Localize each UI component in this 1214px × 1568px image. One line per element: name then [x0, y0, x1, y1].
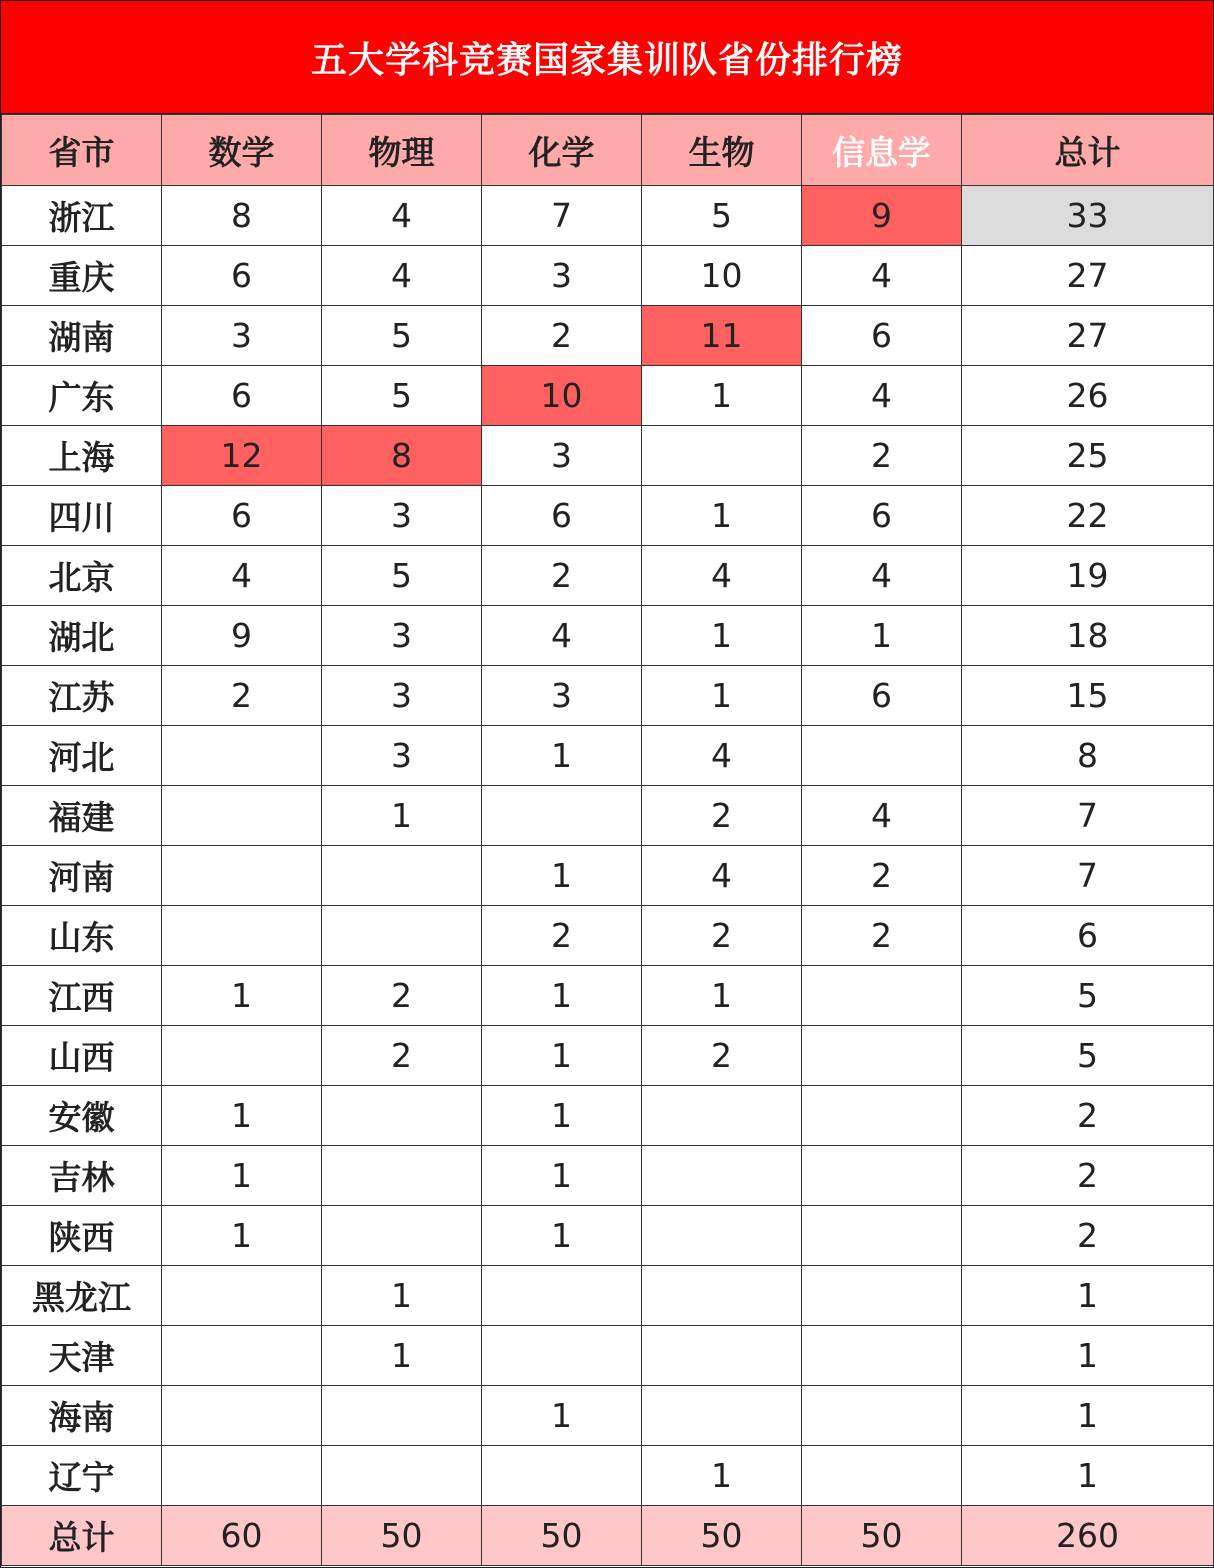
chemistry-cell: 1 [482, 1206, 642, 1266]
physics-cell [322, 1206, 482, 1266]
math-cell: 6 [162, 366, 322, 426]
informatics-cell [802, 1026, 962, 1086]
table-row [2, 306, 1214, 366]
physics-cell [322, 906, 482, 966]
chemistry-cell: 3 [482, 426, 642, 486]
province-cell: 上海 [2, 426, 162, 486]
province-cell: 福建 [2, 786, 162, 846]
biology-cell [642, 1086, 802, 1146]
total-cell: 5 [962, 966, 1214, 1026]
math-cell: 1 [162, 966, 322, 1026]
header-biology: 生物 [642, 115, 802, 186]
chemistry-cell: 7 [482, 186, 642, 246]
informatics-cell: 1 [802, 606, 962, 666]
chemistry-cell: 2 [482, 546, 642, 606]
table-row [2, 606, 1214, 666]
table-row [2, 186, 1214, 246]
table-row [2, 486, 1214, 546]
physics-cell [322, 1386, 482, 1446]
total-grand: 260 [962, 1506, 1214, 1566]
informatics-cell [802, 1446, 962, 1506]
total-cell: 1 [962, 1446, 1214, 1506]
total-cell: 22 [962, 486, 1214, 546]
physics-cell: 8 [322, 426, 482, 486]
physics-cell: 5 [322, 366, 482, 426]
biology-cell [642, 426, 802, 486]
chemistry-cell: 1 [482, 1026, 642, 1086]
table-row [2, 1026, 1214, 1086]
province-cell: 河北 [2, 726, 162, 786]
informatics-cell: 2 [802, 846, 962, 906]
total-cell: 1 [962, 1326, 1214, 1386]
chemistry-cell: 3 [482, 666, 642, 726]
total-cell: 7 [962, 846, 1214, 906]
biology-cell [642, 1386, 802, 1446]
total-math: 60 [162, 1506, 322, 1566]
table-row [2, 1206, 1214, 1266]
province-cell: 天津 [2, 1326, 162, 1386]
math-cell: 3 [162, 306, 322, 366]
math-cell: 1 [162, 1206, 322, 1266]
biology-cell [642, 1206, 802, 1266]
total-cell: 1 [962, 1266, 1214, 1326]
total-cell: 26 [962, 366, 1214, 426]
math-cell: 6 [162, 486, 322, 546]
chemistry-cell: 4 [482, 606, 642, 666]
math-cell: 4 [162, 546, 322, 606]
province-cell: 江西 [2, 966, 162, 1026]
math-cell [162, 1386, 322, 1446]
total-cell: 2 [962, 1206, 1214, 1266]
header-informatics: 信息学 [802, 115, 962, 186]
math-cell [162, 846, 322, 906]
total-cell: 8 [962, 726, 1214, 786]
math-cell [162, 1026, 322, 1086]
biology-cell: 10 [642, 246, 802, 306]
biology-cell: 4 [642, 846, 802, 906]
math-cell [162, 786, 322, 846]
biology-cell: 2 [642, 1026, 802, 1086]
table-row [2, 966, 1214, 1026]
physics-cell: 3 [322, 486, 482, 546]
table-body [2, 186, 1214, 1506]
biology-cell: 2 [642, 906, 802, 966]
chemistry-cell [482, 1326, 642, 1386]
province-cell: 辽宁 [2, 1446, 162, 1506]
physics-cell: 1 [322, 1326, 482, 1386]
total-informatics: 50 [802, 1506, 962, 1566]
total-row [2, 1506, 1214, 1566]
physics-cell: 5 [322, 546, 482, 606]
biology-cell: 1 [642, 666, 802, 726]
table-row [2, 426, 1214, 486]
table-row [2, 726, 1214, 786]
table-row [2, 786, 1214, 846]
math-cell [162, 1326, 322, 1386]
province-cell: 陕西 [2, 1206, 162, 1266]
math-cell [162, 1266, 322, 1326]
total-cell: 7 [962, 786, 1214, 846]
biology-cell [642, 1266, 802, 1326]
informatics-cell: 4 [802, 546, 962, 606]
total-cell: 27 [962, 246, 1214, 306]
header-physics: 物理 [322, 115, 482, 186]
total-cell: 2 [962, 1086, 1214, 1146]
table-row [2, 1146, 1214, 1206]
physics-cell [322, 1086, 482, 1146]
total-cell: 27 [962, 306, 1214, 366]
math-cell: 1 [162, 1146, 322, 1206]
biology-cell: 1 [642, 606, 802, 666]
informatics-cell: 4 [802, 246, 962, 306]
province-cell: 湖北 [2, 606, 162, 666]
page-title: 五大学科竞赛国家集训队省份排行榜 [1, 1, 1213, 114]
chemistry-cell [482, 1266, 642, 1326]
physics-cell: 3 [322, 606, 482, 666]
header-row [2, 115, 1214, 186]
total-cell: 2 [962, 1146, 1214, 1206]
biology-cell: 5 [642, 186, 802, 246]
total-biology: 50 [642, 1506, 802, 1566]
biology-cell: 1 [642, 966, 802, 1026]
chemistry-cell: 1 [482, 846, 642, 906]
physics-cell: 3 [322, 666, 482, 726]
informatics-cell: 6 [802, 306, 962, 366]
informatics-cell [802, 1146, 962, 1206]
math-cell [162, 906, 322, 966]
total-chemistry: 50 [482, 1506, 642, 1566]
header-total: 总计 [962, 115, 1214, 186]
header-province: 省市 [2, 115, 162, 186]
physics-cell: 1 [322, 786, 482, 846]
informatics-cell [802, 1086, 962, 1146]
chemistry-cell: 1 [482, 1386, 642, 1446]
total-label: 总计 [2, 1506, 162, 1566]
math-cell: 9 [162, 606, 322, 666]
physics-cell: 2 [322, 966, 482, 1026]
math-cell: 6 [162, 246, 322, 306]
header-chemistry: 化学 [482, 115, 642, 186]
informatics-cell: 4 [802, 366, 962, 426]
table-row [2, 1326, 1214, 1386]
biology-cell: 4 [642, 546, 802, 606]
province-cell: 浙江 [2, 186, 162, 246]
total-cell: 5 [962, 1026, 1214, 1086]
biology-cell: 4 [642, 726, 802, 786]
chemistry-cell: 6 [482, 486, 642, 546]
biology-cell: 11 [642, 306, 802, 366]
table-row [2, 1266, 1214, 1326]
informatics-cell: 2 [802, 426, 962, 486]
ranking-table [1, 114, 1214, 1566]
physics-cell: 4 [322, 186, 482, 246]
physics-cell: 3 [322, 726, 482, 786]
total-cell: 6 [962, 906, 1214, 966]
total-physics: 50 [322, 1506, 482, 1566]
informatics-cell: 6 [802, 486, 962, 546]
chemistry-cell: 1 [482, 1086, 642, 1146]
province-cell: 安徽 [2, 1086, 162, 1146]
informatics-cell: 6 [802, 666, 962, 726]
math-cell: 2 [162, 666, 322, 726]
physics-cell: 4 [322, 246, 482, 306]
informatics-cell [802, 726, 962, 786]
math-cell: 12 [162, 426, 322, 486]
province-cell: 河南 [2, 846, 162, 906]
total-cell: 18 [962, 606, 1214, 666]
chemistry-cell: 1 [482, 966, 642, 1026]
chemistry-cell [482, 786, 642, 846]
chemistry-cell: 2 [482, 906, 642, 966]
physics-cell: 2 [322, 1026, 482, 1086]
province-cell: 广东 [2, 366, 162, 426]
total-cell: 1 [962, 1386, 1214, 1446]
province-cell: 山东 [2, 906, 162, 966]
chemistry-cell: 1 [482, 1146, 642, 1206]
physics-cell [322, 1146, 482, 1206]
biology-cell: 1 [642, 486, 802, 546]
province-cell: 山西 [2, 1026, 162, 1086]
chemistry-cell [482, 1446, 642, 1506]
table-row [2, 546, 1214, 606]
total-cell: 19 [962, 546, 1214, 606]
total-cell: 33 [962, 186, 1214, 246]
biology-cell: 1 [642, 1446, 802, 1506]
physics-cell [322, 1446, 482, 1506]
table-row [2, 366, 1214, 426]
informatics-cell [802, 1386, 962, 1446]
province-cell: 吉林 [2, 1146, 162, 1206]
informatics-cell: 9 [802, 186, 962, 246]
biology-cell: 1 [642, 366, 802, 426]
table-row [2, 1386, 1214, 1446]
informatics-cell: 4 [802, 786, 962, 846]
physics-cell: 1 [322, 1266, 482, 1326]
physics-cell [322, 846, 482, 906]
informatics-cell [802, 1266, 962, 1326]
informatics-cell [802, 966, 962, 1026]
chemistry-cell: 3 [482, 246, 642, 306]
chemistry-cell: 1 [482, 726, 642, 786]
math-cell: 1 [162, 1086, 322, 1146]
table-row [2, 246, 1214, 306]
physics-cell: 5 [322, 306, 482, 366]
province-cell: 黑龙江 [2, 1266, 162, 1326]
informatics-cell [802, 1206, 962, 1266]
province-cell: 北京 [2, 546, 162, 606]
informatics-cell: 2 [802, 906, 962, 966]
biology-cell [642, 1326, 802, 1386]
table-row [2, 1086, 1214, 1146]
header-math: 数学 [162, 115, 322, 186]
province-cell: 江苏 [2, 666, 162, 726]
biology-cell: 2 [642, 786, 802, 846]
informatics-cell [802, 1326, 962, 1386]
province-cell: 四川 [2, 486, 162, 546]
chemistry-cell: 2 [482, 306, 642, 366]
table-row [2, 906, 1214, 966]
province-cell: 海南 [2, 1386, 162, 1446]
total-cell: 25 [962, 426, 1214, 486]
total-cell: 15 [962, 666, 1214, 726]
biology-cell [642, 1146, 802, 1206]
province-cell: 湖南 [2, 306, 162, 366]
table-row [2, 1446, 1214, 1506]
table-row [2, 846, 1214, 906]
province-cell: 重庆 [2, 246, 162, 306]
chemistry-cell: 10 [482, 366, 642, 426]
math-cell [162, 726, 322, 786]
table-row [2, 666, 1214, 726]
math-cell: 8 [162, 186, 322, 246]
math-cell [162, 1446, 322, 1506]
